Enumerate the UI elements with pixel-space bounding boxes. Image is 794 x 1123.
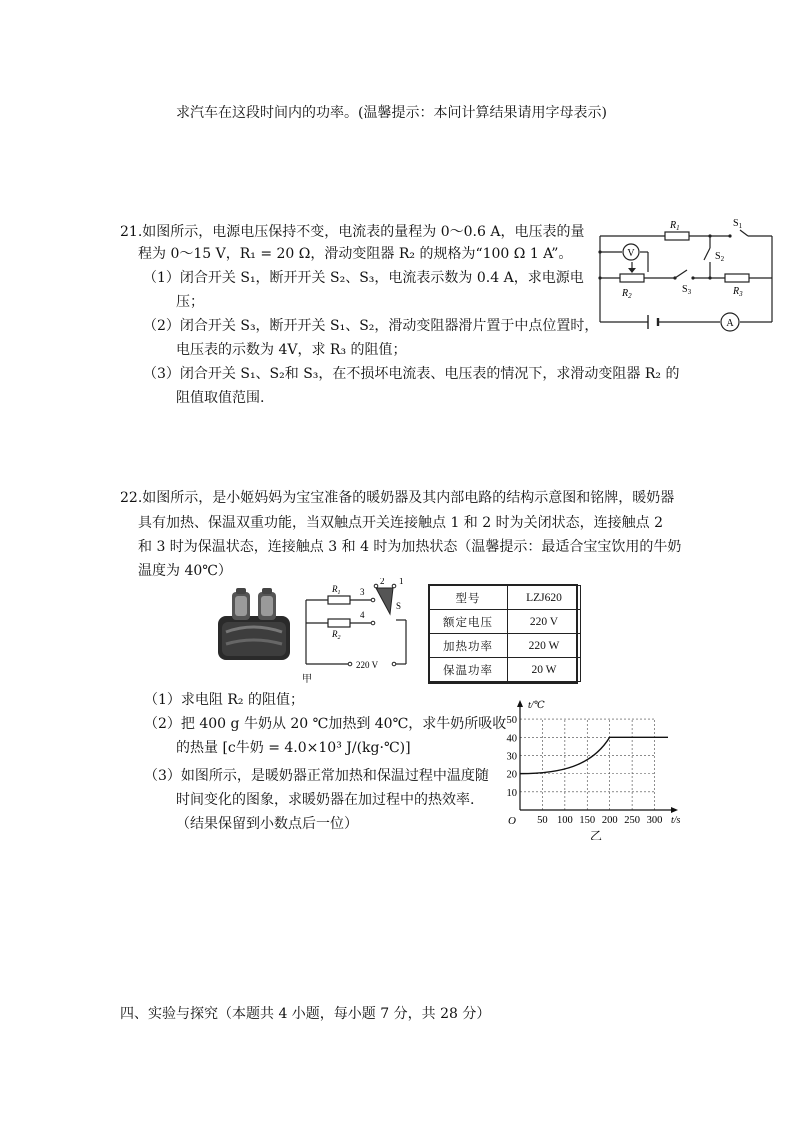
s1-label: $S_1$: [733, 218, 743, 230]
q22-line1: 22.如图所示，是小姬妈妈为宝宝准备的暖奶器及其内部电路的结构示意图和铭牌，暖奶器: [120, 490, 675, 506]
q22-part3-cont: 时间变化的图象，求暖奶器在加过程中的热效率.: [176, 792, 475, 808]
y-tick-label: 40: [506, 733, 517, 745]
q22-part3-note: （结果保留到小数点后一位）: [176, 816, 358, 832]
q22-part1: （1）求电阻 R₂ 的阻值；: [144, 692, 304, 708]
s2-label: $S_2$: [715, 251, 725, 263]
nameplate-value: 220 V: [508, 610, 581, 634]
chart-caption: 乙: [590, 829, 603, 840]
q22-line2: 具有加热、保温双重功能，当双触点开关连接触点 1 和 2 时为关闭状态，连接触点 2: [138, 515, 663, 531]
milk-warmer-photo: [212, 586, 294, 664]
q21-part2-cont: 电压表的示数为 4V，求 R₃ 的阻值；: [176, 342, 407, 358]
q21-part1: （1）闭合开关 S₁，断开开关 S₂、S₃，电流表示数为 0.4 A，求电源电: [143, 270, 584, 286]
contact-2-label: 2: [380, 578, 385, 586]
nameplate-key: 额定电压: [429, 610, 508, 634]
nameplate-row: [429, 586, 581, 610]
voltage-label: 220 V: [356, 660, 379, 670]
q22-r2-label: $R_2$: [332, 629, 341, 641]
r2-label: $R_2$: [622, 288, 632, 300]
y-axis-label: t/℃: [528, 700, 545, 711]
x-tick-label: 200: [601, 815, 618, 826]
q22-circuit-diagram: [298, 578, 418, 686]
section-4-heading: 四、实验与探究（本题共 4 小题，每小题 7 分，共 28 分）: [120, 1006, 491, 1022]
figure-jia-label: 甲: [302, 674, 312, 685]
contact-3-label: 3: [360, 587, 365, 597]
nameplate-row: [429, 634, 581, 658]
y-tick-label: 20: [506, 769, 517, 781]
y-tick-label: 30: [506, 751, 517, 763]
q22-part2: （2）把 400 g 牛奶从 20 ℃加热到 40℃，求牛奶所吸收: [144, 716, 507, 732]
q21-part2: （2）闭合开关 S₃，断开开关 S₁、S₂，滑动变阻器滑片置于中点位置时，: [143, 318, 599, 334]
q22-r1-label: $R_1$: [332, 584, 341, 596]
voltmeter-label: V: [627, 248, 635, 259]
switch-s-label: S: [396, 601, 402, 611]
nameplate-value: 220 W: [508, 634, 581, 658]
y-axis-arrow: [517, 700, 523, 707]
origin-label: O: [508, 815, 516, 827]
nameplate-row: [429, 610, 581, 634]
nameplate-row: [429, 658, 581, 682]
r3-label: $R_3$: [733, 286, 743, 298]
nameplate-key: 保温功率: [429, 658, 508, 682]
ammeter-label: A: [726, 318, 734, 329]
q21-circuit-diagram: [590, 212, 780, 340]
x-tick-label: 100: [556, 815, 573, 826]
q22-part3: （3）如图所示，是暖奶器正常加热和保温过程中温度随: [144, 768, 489, 784]
nameplate-key: 型号: [429, 586, 508, 610]
contact-4-label: 4: [360, 610, 365, 620]
x-axis-label: t/s: [671, 815, 680, 826]
nameplate-value: 20 W: [508, 658, 581, 682]
y-tick-label: 50: [506, 715, 517, 727]
contact-1-label: 1: [399, 578, 404, 586]
x-tick-label: 50: [537, 815, 548, 826]
q21-part3: （3）闭合开关 S₁、S₂和 S₃，在不损坏电流表、电压表的情况下，求滑动变阻器 R₂ 的: [143, 366, 680, 382]
q21-part3-cont: 阻值取值范围.: [176, 390, 265, 406]
x-axis-arrow: [671, 807, 678, 813]
x-tick-label: 150: [579, 815, 596, 826]
nameplate-key: 加热功率: [429, 634, 508, 658]
r1-label: $R_1$: [670, 220, 680, 232]
s3-label: $S_3$: [682, 284, 692, 296]
nameplate-table: [428, 585, 581, 682]
q21-line1: 21.如图所示，电源电压保持不变，电流表的量程为 0～0.6 A，电压表的量: [120, 224, 585, 240]
x-tick-label: 300: [646, 815, 663, 826]
x-tick-label: 250: [624, 815, 640, 826]
q22-line4: 温度为 40℃）: [138, 563, 232, 579]
q21-part1-cont: 压；: [176, 294, 204, 310]
q21-line2: 程为 0～15 V，R₁ = 20 Ω，滑动变阻器 R₂ 的规格为“100 Ω 1 A”。: [138, 246, 573, 262]
nameplate-value: LZJ620: [508, 586, 581, 610]
q22-line3: 和 3 时为保温状态，连接触点 3 和 4 时为加热状态（温馨提示：最适合宝宝饮用的牛奶: [138, 539, 682, 555]
y-tick-label: 10: [506, 787, 517, 799]
q22-part2-cont: 的热量 [c牛奶 = 4.0×10³ J/(kg·℃)]: [176, 740, 411, 756]
q20-tail: 求汽车在这段时间内的功率。(温馨提示：本问计算结果请用字母表示): [176, 105, 607, 121]
temperature-time-chart: [500, 698, 680, 840]
